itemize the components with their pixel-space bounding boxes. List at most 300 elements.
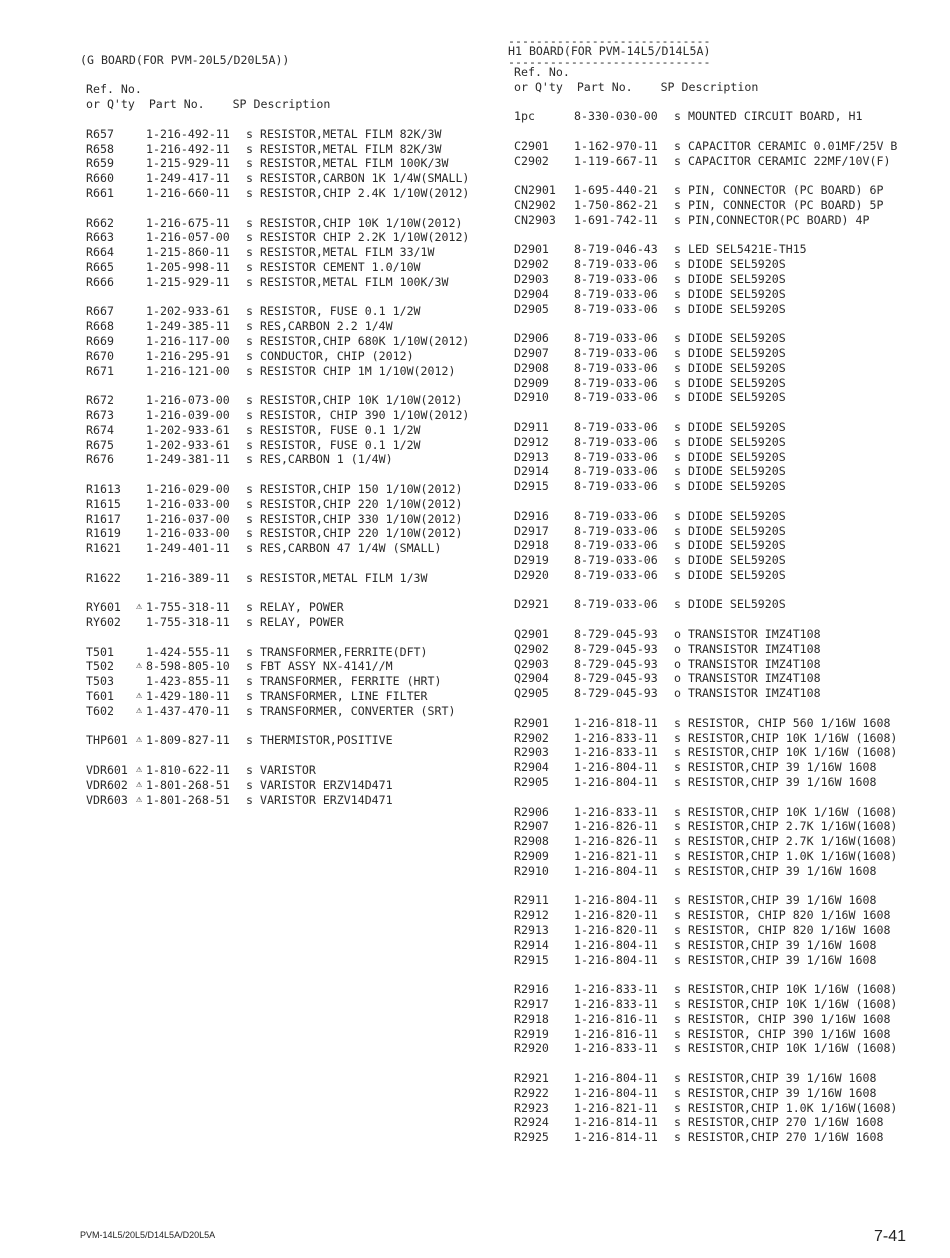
part-row	[80, 704, 500, 719]
sp-code: s	[246, 171, 253, 186]
safety-mark-icon	[560, 450, 574, 465]
safety-mark-icon	[132, 452, 146, 467]
sp-code: s	[674, 271, 681, 286]
part-row	[80, 793, 500, 808]
description: THERMISTOR,POSITIVE	[260, 733, 393, 748]
sp-code: s	[246, 792, 253, 807]
sp-code: s	[246, 615, 253, 630]
safety-mark-icon	[560, 819, 574, 834]
ref-no: T501	[86, 644, 114, 659]
ref-no: D2916	[514, 508, 549, 523]
safety-mark-icon	[132, 260, 146, 275]
safety-mark-icon	[560, 139, 574, 154]
sp-code: s	[674, 360, 681, 375]
description: PIN,CONNECTOR(PC BOARD) 4P	[688, 212, 870, 227]
description: DIODE SEL5920S	[688, 360, 786, 375]
part-number: 1-202-933-61	[146, 304, 230, 319]
safety-mark-icon	[560, 183, 574, 198]
part-row	[508, 1012, 938, 1027]
part-number: 8-719-033-06	[574, 301, 658, 316]
sp-code: s	[246, 541, 253, 556]
sp-code: s	[674, 390, 681, 405]
description: TRANSISTOR IMZ4T108	[688, 656, 821, 671]
description: RESISTOR,CHIP 10K 1/16W (1608)	[688, 1041, 898, 1056]
ref-no: R2924	[514, 1115, 549, 1130]
sp-code: s	[674, 1085, 681, 1100]
part-number: 1-216-816-11	[574, 1011, 658, 1026]
part-row	[508, 435, 938, 450]
ref-no: R666	[86, 274, 114, 289]
part-row	[508, 627, 938, 642]
part-row	[80, 334, 500, 349]
footer-model: PVM-14L5/20L5/D14L5A/D20L5A	[80, 1230, 216, 1240]
sp-code: s	[246, 393, 253, 408]
sp-code: s	[674, 923, 681, 938]
safety-mark-icon	[132, 482, 146, 497]
ref-no: R671	[86, 363, 114, 378]
part-number: 1-810-622-11	[146, 763, 230, 778]
description: RESISTOR, CHIP 390 1/16W 1608	[688, 1026, 891, 1041]
ref-no: D2914	[514, 464, 549, 479]
ref-no: CN2902	[514, 197, 556, 212]
description: RESISTOR, CHIP 560 1/16W 1608	[688, 715, 891, 730]
part-row	[80, 349, 500, 364]
part-number: 8-719-033-06	[574, 567, 658, 582]
ref-no: R659	[86, 156, 114, 171]
part-number: 1-424-555-11	[146, 644, 230, 659]
part-number: 1-216-039-00	[146, 407, 230, 422]
description: CONDUCTOR, CHIP (2012)	[260, 348, 414, 363]
description: VARISTOR ERZV14D471	[260, 792, 393, 807]
part-row	[80, 526, 500, 541]
header-columns: or Q'ty Part No. SP Description	[514, 79, 759, 94]
part-number: 8-598-805-10	[146, 659, 230, 674]
description: PIN, CONNECTOR (PC BOARD) 6P	[688, 183, 884, 198]
part-row	[508, 376, 938, 391]
description: RESISTOR,METAL FILM 100K/3W	[260, 274, 449, 289]
board-title: H1 BOARD(FOR PVM-14L5/D14L5A)	[508, 44, 711, 58]
safety-mark-icon	[560, 198, 574, 213]
ref-no: D2911	[514, 419, 549, 434]
sp-code: s	[246, 496, 253, 511]
part-row	[508, 908, 938, 923]
ref-no: R663	[86, 230, 114, 245]
part-number: 1-215-929-11	[146, 274, 230, 289]
safety-mark-icon	[560, 568, 574, 583]
safety-mark-icon	[560, 538, 574, 553]
part-number: 1-216-833-11	[574, 730, 658, 745]
sp-code: s	[246, 422, 253, 437]
safety-mark-icon	[560, 938, 574, 953]
safety-mark-icon	[560, 1101, 574, 1116]
part-row	[508, 597, 938, 612]
safety-mark-icon	[132, 571, 146, 586]
sp-code: s	[246, 674, 253, 689]
sp-code: s	[246, 481, 253, 496]
part-row	[508, 568, 938, 583]
description: RESISTOR,CHIP 10K 1/10W(2012)	[260, 215, 463, 230]
title-rule-bottom: -----------------------------	[508, 54, 711, 69]
part-number: 8-719-033-06	[574, 434, 658, 449]
ref-no: R2925	[514, 1130, 549, 1145]
part-number: 8-719-033-06	[574, 538, 658, 553]
description: RESISTOR, FUSE 0.1 1/2W	[260, 422, 421, 437]
description: VARISTOR	[260, 763, 316, 778]
part-number: 8-719-033-06	[574, 597, 658, 612]
ref-no: R672	[86, 393, 114, 408]
part-row	[508, 819, 938, 834]
part-row	[80, 364, 500, 379]
sp-code: s	[674, 345, 681, 360]
part-row	[80, 171, 500, 186]
part-number: 1-801-268-51	[146, 792, 230, 807]
part-number: 1-809-827-11	[146, 733, 230, 748]
parts-list	[80, 127, 500, 808]
ref-no: D2907	[514, 345, 549, 360]
safety-mark-icon	[560, 479, 574, 494]
description: DIODE SEL5920S	[688, 508, 786, 523]
part-row	[80, 452, 500, 467]
ref-no: T502	[86, 659, 114, 674]
ref-no: R2920	[514, 1041, 549, 1056]
ref-no: R2921	[514, 1070, 549, 1085]
safety-mark-icon	[560, 361, 574, 376]
ref-no: D2919	[514, 553, 549, 568]
part-number: 8-719-033-06	[574, 331, 658, 346]
header-columns: or Q'ty Part No. SP Description	[86, 97, 331, 112]
part-number: 1-429-180-11	[146, 689, 230, 704]
ref-no: D2921	[514, 597, 549, 612]
ref-no: R2918	[514, 1011, 549, 1026]
sp-code: s	[674, 908, 681, 923]
sp-code: s	[674, 479, 681, 494]
part-number: 1-216-814-11	[574, 1130, 658, 1145]
part-number: 8-330-030-00	[574, 109, 658, 124]
description: RESISTOR CHIP 1M 1/10W(2012)	[260, 363, 456, 378]
ref-no: R670	[86, 348, 114, 363]
sp-code: s	[246, 304, 253, 319]
part-number: 1-215-929-11	[146, 156, 230, 171]
safety-mark-icon: ⚠	[135, 690, 143, 702]
ref-no: R1619	[86, 526, 121, 541]
ref-no: Q2905	[514, 686, 549, 701]
description: RESISTOR,CHIP 1.0K 1/16W(1608)	[688, 849, 898, 864]
ref-no: R1615	[86, 496, 121, 511]
ref-no: R673	[86, 407, 114, 422]
safety-mark-icon	[132, 127, 146, 142]
sp-code: s	[246, 245, 253, 260]
sp-code: o	[674, 656, 681, 671]
sp-code: o	[674, 641, 681, 656]
description: RESISTOR,CHIP 270 1/16W 1608	[688, 1130, 884, 1145]
part-row	[508, 287, 938, 302]
part-number: 1-216-033-00	[146, 526, 230, 541]
safety-mark-icon	[132, 230, 146, 245]
part-number: 1-249-385-11	[146, 319, 230, 334]
part-row	[508, 242, 938, 257]
description: DIODE SEL5920S	[688, 479, 786, 494]
description: DIODE SEL5920S	[688, 597, 786, 612]
sp-code: s	[674, 893, 681, 908]
description: RESISTOR,CHIP 150 1/10W(2012)	[260, 481, 463, 496]
part-number: 8-729-045-93	[574, 656, 658, 671]
part-row	[508, 331, 938, 346]
ref-no: R657	[86, 126, 114, 141]
title-rule-top: -----------------------------	[508, 34, 711, 48]
ref-no: R2912	[514, 908, 549, 923]
description: RESISTOR,CHIP 10K 1/16W (1608)	[688, 982, 898, 997]
part-row	[508, 346, 938, 361]
part-number: 1-216-660-11	[146, 185, 230, 200]
sp-code: s	[674, 212, 681, 227]
ref-no: D2902	[514, 257, 549, 272]
board-title: (G BOARD(FOR PVM-20L5/D20L5A))	[80, 52, 290, 67]
ref-no: Q2902	[514, 641, 549, 656]
ref-no: R675	[86, 437, 114, 452]
sp-code: s	[246, 703, 253, 718]
part-number: 1-202-933-61	[146, 437, 230, 452]
description: RESISTOR,CHIP 220 1/10W(2012)	[260, 526, 463, 541]
sp-code: s	[246, 526, 253, 541]
ref-no: R667	[86, 304, 114, 319]
part-number: 1-216-814-11	[574, 1115, 658, 1130]
ref-no: T503	[86, 674, 114, 689]
safety-mark-icon	[560, 509, 574, 524]
ref-no: RY602	[86, 615, 121, 630]
sp-code: s	[674, 730, 681, 745]
description: RELAY, POWER	[260, 615, 344, 630]
safety-mark-icon	[132, 319, 146, 334]
sp-code: s	[674, 1041, 681, 1056]
safety-mark-icon	[560, 213, 574, 228]
safety-mark-icon	[132, 512, 146, 527]
ref-no: Q2903	[514, 656, 549, 671]
sp-code: s	[674, 952, 681, 967]
sp-code: s	[246, 407, 253, 422]
part-row	[508, 1130, 938, 1145]
ref-no: R661	[86, 185, 114, 200]
part-row	[80, 260, 500, 275]
safety-mark-icon	[560, 331, 574, 346]
ref-no: R669	[86, 333, 114, 348]
ref-no: R2911	[514, 893, 549, 908]
part-number: 1-216-816-11	[574, 1026, 658, 1041]
sp-code: s	[246, 126, 253, 141]
part-row	[508, 1041, 938, 1056]
safety-mark-icon	[560, 1041, 574, 1056]
ref-no: R2915	[514, 952, 549, 967]
part-number: 1-216-804-11	[574, 863, 658, 878]
part-row	[508, 745, 938, 760]
part-row	[508, 938, 938, 953]
sp-code: s	[246, 333, 253, 348]
description: TRANSFORMER, CONVERTER (SRT)	[260, 703, 456, 718]
ref-no: R2917	[514, 997, 549, 1011]
safety-mark-icon	[132, 186, 146, 201]
ref-no: R2907	[514, 819, 549, 834]
sp-code: s	[674, 301, 681, 316]
description: RESISTOR,CHIP 680K 1/10W(2012)	[260, 333, 470, 348]
ref-no: R674	[86, 422, 114, 437]
part-row	[80, 393, 500, 408]
description: TRANSFORMER, LINE FILTER	[260, 689, 428, 704]
left-column	[80, 38, 500, 807]
part-row	[508, 553, 938, 568]
part-number: 1-216-833-11	[574, 982, 658, 997]
safety-mark-icon	[132, 438, 146, 453]
ref-no: 1pc	[514, 109, 535, 124]
sp-code: s	[674, 523, 681, 538]
ref-no: THP601	[86, 733, 128, 748]
part-number: 1-695-440-21	[574, 183, 658, 198]
part-number: 1-216-804-11	[574, 937, 658, 952]
description: TRANSISTOR IMZ4T108	[688, 641, 821, 656]
safety-mark-icon: ⚠	[135, 601, 143, 613]
description: RESISTOR,CARBON 1K 1/4W(SMALL)	[260, 171, 470, 186]
safety-mark-icon	[560, 287, 574, 302]
ref-no: D2915	[514, 479, 549, 494]
part-row	[508, 272, 938, 287]
safety-mark-icon	[560, 760, 574, 775]
part-number: 8-719-033-06	[574, 375, 658, 390]
ref-no: D2912	[514, 434, 549, 449]
safety-mark-icon	[132, 645, 146, 660]
safety-mark-icon	[560, 346, 574, 361]
sp-code: s	[674, 538, 681, 553]
part-number: 1-801-268-51	[146, 777, 230, 792]
sp-code: o	[674, 686, 681, 701]
ref-no: R1613	[86, 481, 121, 496]
part-row	[508, 420, 938, 435]
safety-mark-icon	[132, 349, 146, 364]
sp-code: s	[246, 348, 253, 363]
part-number: 1-249-417-11	[146, 171, 230, 186]
description: RESISTOR,METAL FILM 82K/3W	[260, 126, 442, 141]
part-row	[80, 216, 500, 231]
safety-mark-icon	[560, 716, 574, 731]
part-number: 1-216-804-11	[574, 893, 658, 908]
safety-mark-icon	[132, 541, 146, 556]
safety-mark-icon	[132, 245, 146, 260]
sp-code: s	[674, 242, 681, 257]
part-row	[80, 763, 500, 778]
part-row	[508, 1115, 938, 1130]
ref-no: R2910	[514, 863, 549, 878]
safety-mark-icon	[560, 242, 574, 257]
ref-no: R2901	[514, 715, 549, 730]
safety-mark-icon	[132, 615, 146, 630]
ref-no: D2906	[514, 331, 549, 346]
ref-no: D2903	[514, 271, 549, 286]
part-number: 1-216-033-00	[146, 496, 230, 511]
part-row	[508, 849, 938, 864]
ref-no: C2902	[514, 153, 549, 168]
description: MOUNTED CIRCUIT BOARD, H1	[688, 109, 863, 124]
part-number: 1-423-855-11	[146, 674, 230, 689]
description: RESISTOR, CHIP 390 1/16W 1608	[688, 1011, 891, 1026]
safety-mark-icon	[560, 376, 574, 391]
safety-mark-icon: ⚠	[135, 660, 143, 672]
part-number: 1-216-804-11	[574, 952, 658, 967]
ref-no: R2923	[514, 1100, 549, 1115]
ref-no: R2913	[514, 923, 549, 938]
sp-code: s	[674, 937, 681, 952]
part-row	[508, 805, 938, 820]
safety-mark-icon	[132, 275, 146, 290]
description: RESISTOR,METAL FILM 100K/3W	[260, 156, 449, 171]
part-number: 1-215-860-11	[146, 245, 230, 260]
ref-no: R2905	[514, 775, 549, 790]
sp-code: s	[246, 215, 253, 230]
part-row	[508, 524, 938, 539]
sp-code: s	[674, 286, 681, 301]
description: DIODE SEL5920S	[688, 523, 786, 538]
part-number: 1-755-318-11	[146, 600, 230, 615]
part-number: 1-216-029-00	[146, 481, 230, 496]
ref-no: D2917	[514, 523, 549, 538]
part-number: 1-216-389-11	[146, 570, 230, 585]
safety-mark-icon	[560, 272, 574, 287]
part-number: 8-729-045-93	[574, 686, 658, 701]
sp-code: s	[674, 1011, 681, 1026]
safety-mark-icon	[560, 1086, 574, 1101]
sp-code: o	[674, 627, 681, 642]
part-number: 1-216-121-00	[146, 363, 230, 378]
ref-no: R2904	[514, 760, 549, 775]
part-row	[508, 479, 938, 494]
part-row	[80, 438, 500, 453]
part-row	[80, 645, 500, 660]
description: RESISTOR,CHIP 10K 1/16W (1608)	[688, 730, 898, 745]
part-row	[508, 997, 938, 1012]
description: DIODE SEL5920S	[688, 419, 786, 434]
ref-no: R2909	[514, 849, 549, 864]
description: CAPACITOR CERAMIC 22MF/10V(F)	[688, 153, 891, 168]
description: TRANSFORMER, FERRITE (HRT)	[260, 674, 442, 689]
part-row	[508, 464, 938, 479]
safety-mark-icon	[132, 216, 146, 231]
description: VARISTOR ERZV14D471	[260, 777, 393, 792]
part-row	[508, 257, 938, 272]
ref-no: R665	[86, 259, 114, 274]
part-number: 1-216-826-11	[574, 819, 658, 834]
description: RESISTOR,CHIP 10K 1/16W (1608)	[688, 997, 898, 1011]
ref-no: D2920	[514, 567, 549, 582]
part-number: 8-719-033-06	[574, 523, 658, 538]
sp-code: s	[246, 156, 253, 171]
safety-mark-icon: ⚠	[135, 704, 143, 716]
part-row	[508, 1086, 938, 1101]
sp-code: s	[674, 464, 681, 479]
safety-mark-icon	[560, 849, 574, 864]
part-row	[80, 733, 500, 748]
description: DIODE SEL5920S	[688, 390, 786, 405]
part-row	[80, 245, 500, 260]
part-row	[80, 674, 500, 689]
part-number: 1-249-401-11	[146, 541, 230, 556]
ref-no: D2910	[514, 390, 549, 405]
safety-mark-icon	[560, 923, 574, 938]
safety-mark-icon	[560, 908, 574, 923]
description: CAPACITOR CERAMIC 0.01MF/25V B	[688, 138, 898, 153]
part-row	[508, 893, 938, 908]
part-number: 8-719-033-06	[574, 257, 658, 272]
safety-mark-icon	[132, 304, 146, 319]
description: TRANSISTOR IMZ4T108	[688, 627, 821, 642]
description: RESISTOR,METAL FILM 1/3W	[260, 570, 428, 585]
part-row	[80, 541, 500, 556]
safety-mark-icon	[560, 1071, 574, 1086]
